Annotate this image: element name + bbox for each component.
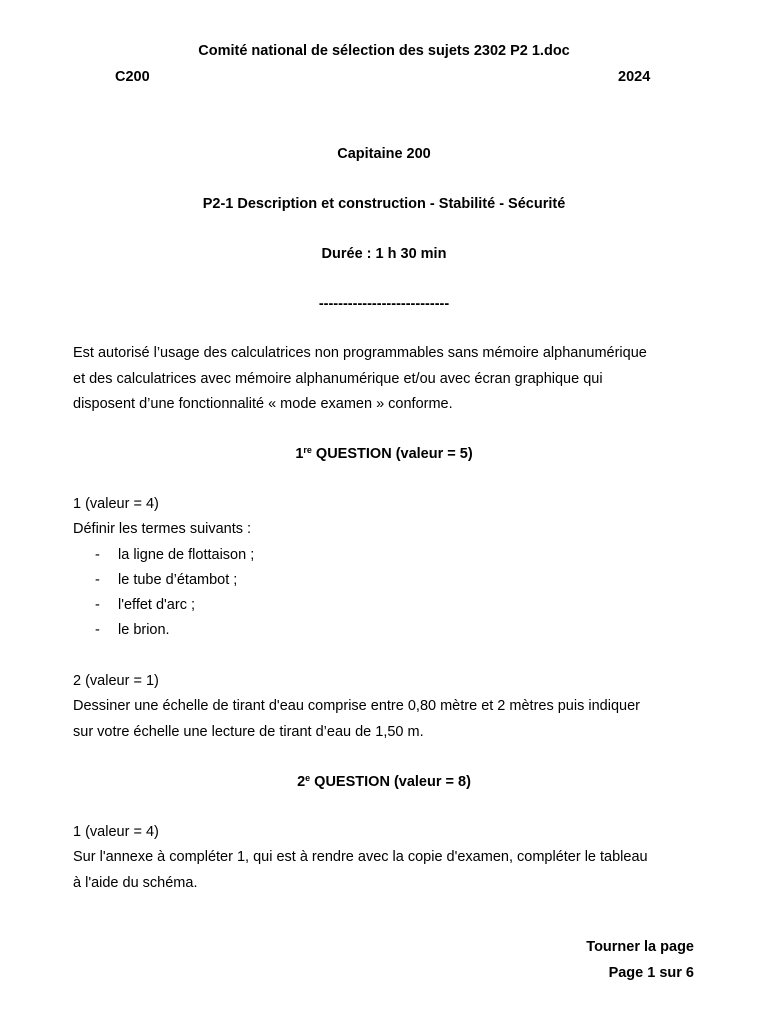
list-item-text: le brion. (118, 622, 170, 638)
turn-page-note: Tourner la page (586, 939, 694, 955)
instructions-paragraph (73, 341, 703, 418)
question-1-number: 1 (295, 446, 304, 462)
question-2-title: QUESTION (valeur = 8) (310, 774, 471, 790)
question-1-part-1-intro: Définir les termes suivants : (73, 521, 252, 537)
exam-name: Capitaine 200 (337, 146, 431, 162)
instructions-line: et des calculatrices avec mémoire alphanumérique et/ou avec écran graphique qui (73, 370, 603, 387)
list-item-text: la ligne de flottaison ; (118, 547, 255, 563)
instructions-line: disposent d’une fonctionnalité « mode examen » conforme. (73, 396, 453, 412)
question-1-part-2-label: 2 (valeur = 1) (73, 673, 159, 689)
question-2-heading (0, 774, 768, 790)
question-2-part-1-line: Sur l'annexe à compléter 1, qui est à rendre avec la copie d'examen, compléter le tableau (73, 849, 648, 865)
separator-line: --------------------------- (318, 296, 450, 312)
question-2-part-1-line: à l'aide du schéma. (73, 874, 198, 891)
list-item (95, 597, 195, 613)
question-1-part-1-label: 1 (valeur = 4) (73, 496, 159, 512)
list-bullet: - (95, 547, 100, 563)
question-1-part-2-line: sur votre échelle une lecture de tirant d’eau de 1,50 m. (73, 723, 424, 740)
list-item (95, 572, 237, 588)
list-bullet: - (95, 622, 100, 638)
question-2-ordinal: e (305, 773, 311, 783)
question-1-part-2-text (73, 694, 703, 745)
question-1-title: QUESTION (valeur = 5) (311, 446, 473, 462)
question-2-part-1-text (73, 845, 703, 896)
question-1-part-2-line: Dessiner une échelle de tirant d'eau comprise entre 0,80 mètre et 2 mètres puis indiquer (73, 698, 640, 714)
exam-code: C200 (115, 69, 150, 85)
question-1-ordinal: re (303, 445, 312, 455)
instructions-line: Est autorisé l’usage des calculatrices non programmables sans mémoire alphanumérique (73, 345, 647, 361)
exam-subject: P2-1 Description et construction - Stabilité - Sécurité (202, 196, 566, 212)
exam-duration: Durée : 1 h 30 min (321, 246, 447, 262)
list-item (95, 622, 170, 638)
list-item-text: le tube d’étambot ; (118, 572, 238, 588)
list-item-text: l'effet d'arc ; (118, 597, 196, 613)
list-bullet: - (95, 597, 100, 613)
question-2-number: 2 (297, 774, 306, 790)
question-2-part-1-label: 1 (valeur = 4) (73, 824, 159, 840)
question-1-heading (0, 446, 768, 462)
exam-year: 2024 (618, 69, 651, 85)
list-item (95, 547, 254, 563)
page-indicator: Page 1 sur 6 (608, 965, 694, 981)
list-bullet: - (95, 572, 100, 588)
document-header-title: Comité national de sélection des sujets 2302 P2 1.doc (198, 43, 570, 59)
